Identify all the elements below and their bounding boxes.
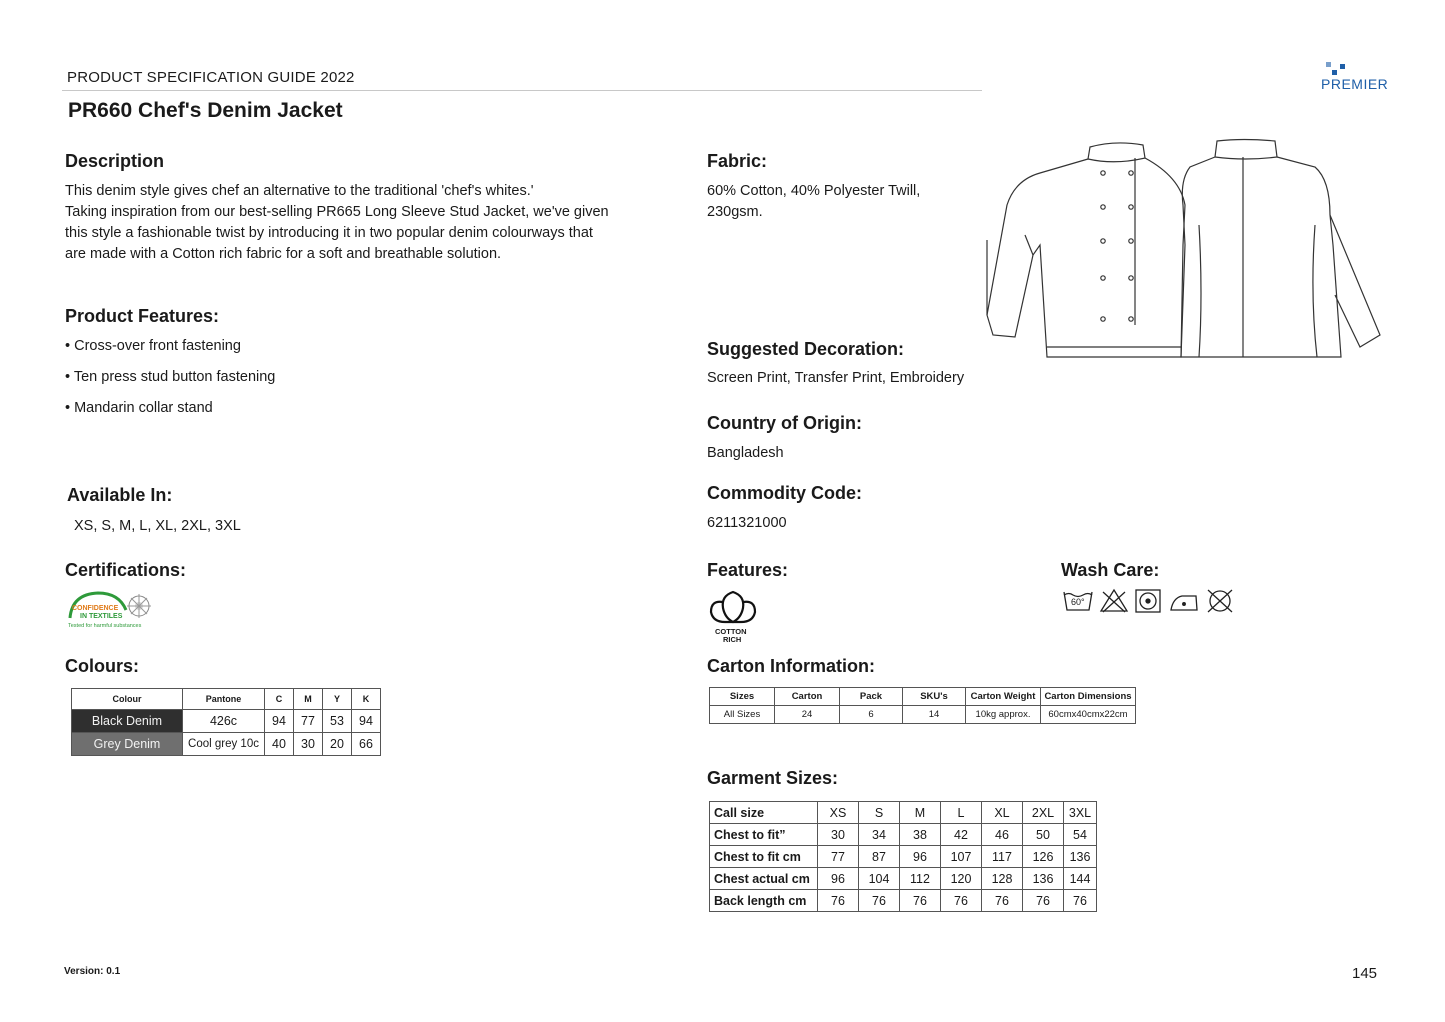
table-cell: 426c [183, 710, 265, 733]
feature-item: • Cross-over front fastening [65, 338, 241, 354]
carton-table [709, 687, 1136, 724]
size-col-header: 2XL [1023, 802, 1064, 824]
table-cell: 30 [818, 824, 859, 846]
table-cell: 10kg approx. [966, 706, 1041, 724]
certifications-heading: Certifications: [65, 560, 187, 580]
table-cell: 96 [818, 868, 859, 890]
garment-sizes-heading: Garment Sizes: [707, 768, 839, 788]
table-row [710, 824, 1097, 846]
header-divider [62, 90, 982, 91]
decoration-heading: Suggested Decoration: [707, 339, 905, 359]
table-row [710, 846, 1097, 868]
fabric-line: 60% Cotton, 40% Polyester Twill, [707, 183, 921, 199]
carton-col-header: Carton Dimensions [1041, 688, 1136, 706]
commodity-heading: Commodity Code: [707, 483, 862, 503]
cotton-rich-badge [705, 588, 761, 648]
garment-sizes-table [709, 801, 1097, 912]
table-cell: 76 [941, 890, 982, 912]
table-cell: 94 [352, 710, 381, 733]
table-cell: 53 [323, 710, 352, 733]
size-col-header: S [859, 802, 900, 824]
oeko-tex-badge [64, 588, 159, 634]
cotton-label-2: RICH [723, 635, 742, 644]
description-line: This denim style gives chef an alternative to the traditional 'chef's whites.' [65, 183, 534, 199]
colours-col-header: Pantone [183, 689, 265, 710]
iron-icon [1168, 588, 1200, 614]
table-cell: 77 [294, 710, 323, 733]
table-cell: 112 [900, 868, 941, 890]
table-cell: 14 [903, 706, 966, 724]
description-heading: Description [65, 151, 165, 171]
table-cell: 94 [265, 710, 294, 733]
colour-swatch-grey: Grey Denim [72, 733, 183, 756]
cotton-icon [705, 588, 761, 628]
table-cell: Cool grey 10c [183, 733, 265, 756]
row-label: Chest to fit” [710, 824, 818, 846]
row-label: Chest to fit cm [710, 846, 818, 868]
row-label: Back length cm [710, 890, 818, 912]
table-cell: 104 [859, 868, 900, 890]
description-line: are made with a Cotton rich fabric for a soft and breathable solution. [65, 246, 502, 262]
table-cell: 76 [982, 890, 1023, 912]
table-cell: 60cmx40cmx22cm [1041, 706, 1136, 724]
carton-heading: Carton Information: [707, 656, 875, 676]
wash-temp: 60° [1071, 597, 1085, 607]
colours-col-header: Y [323, 689, 352, 710]
table-row [710, 868, 1097, 890]
product-features-heading: Product Features: [65, 306, 220, 326]
page-number: 145 [1352, 965, 1378, 982]
colours-heading: Colours: [65, 656, 139, 676]
table-cell: All Sizes [710, 706, 775, 724]
fabric-line: 230gsm. [707, 204, 763, 220]
colours-table [71, 688, 381, 756]
table-row [710, 890, 1097, 912]
badge-line-2: IN TEXTILES [80, 613, 123, 620]
fabric-text [707, 181, 920, 223]
table-cell: 126 [1023, 846, 1064, 868]
wash-care-icons [1062, 588, 1242, 614]
table-cell: 76 [900, 890, 941, 912]
table-cell: 77 [818, 846, 859, 868]
description-line: Taking inspiration from our best-selling PR665 Long Sleeve Stud Jacket, we've given [65, 204, 609, 220]
version-label: Version: 0.1 [64, 966, 121, 977]
table-cell: 120 [941, 868, 982, 890]
cotton-label-1: COTTON [715, 627, 747, 636]
origin-value: Bangladesh [707, 445, 784, 461]
feature-item: • Ten press stud button fastening [65, 369, 276, 385]
table-cell: 76 [859, 890, 900, 912]
table-cell: 54 [1064, 824, 1097, 846]
size-col-header: M [900, 802, 941, 824]
description-line: this style a fashionable twist by introducing it in two popular denim colourways that [65, 225, 593, 241]
table-cell: 128 [982, 868, 1023, 890]
table-cell: 107 [941, 846, 982, 868]
carton-col-header: Carton Weight [966, 688, 1041, 706]
table-cell: 50 [1023, 824, 1064, 846]
carton-col-header: Sizes [710, 688, 775, 706]
colours-col-header: C [265, 689, 294, 710]
badge-line-3: Tested for harmful substances [68, 623, 142, 629]
product-title: PR660 Chef's Denim Jacket [68, 99, 343, 122]
description-text [65, 181, 609, 265]
table-cell: 34 [859, 824, 900, 846]
table-cell: 6 [840, 706, 903, 724]
table-cell: 87 [859, 846, 900, 868]
colours-col-header: K [352, 689, 381, 710]
table-cell: 136 [1023, 868, 1064, 890]
tumble-dry-icon [1134, 588, 1162, 614]
row-label: Chest actual cm [710, 868, 818, 890]
table-cell: 38 [900, 824, 941, 846]
wash-care-heading: Wash Care: [1061, 560, 1160, 580]
size-col-header: L [941, 802, 982, 824]
badge-line-1: CONFIDENCE [72, 605, 119, 612]
size-col-header: XL [982, 802, 1023, 824]
table-cell: 20 [323, 733, 352, 756]
table-row [710, 706, 1136, 724]
table-cell: 144 [1064, 868, 1097, 890]
table-cell: 136 [1064, 846, 1097, 868]
logo-text: PREMIER [1321, 76, 1389, 92]
decoration-value: Screen Print, Transfer Print, Embroidery [707, 370, 965, 386]
size-col-header: Call size [710, 802, 818, 824]
premier-logo [1318, 62, 1388, 102]
table-row [72, 733, 381, 756]
table-cell: 76 [1064, 890, 1097, 912]
colours-col-header: M [294, 689, 323, 710]
size-col-header: 3XL [1064, 802, 1097, 824]
table-row [710, 802, 1097, 824]
jacket-illustration [985, 135, 1385, 365]
table-cell: 66 [352, 733, 381, 756]
guide-title: PRODUCT SPECIFICATION GUIDE 2022 [67, 69, 355, 86]
no-dry-clean-icon [1204, 588, 1236, 614]
table-cell: 76 [818, 890, 859, 912]
table-cell: 30 [294, 733, 323, 756]
features-heading: Features: [707, 560, 789, 580]
table-cell: 42 [941, 824, 982, 846]
table-row [72, 710, 381, 733]
fabric-heading: Fabric: [707, 151, 768, 171]
table-cell: 46 [982, 824, 1023, 846]
table-cell: 24 [775, 706, 840, 724]
colour-swatch-black: Black Denim [72, 710, 183, 733]
carton-col-header: Carton [775, 688, 840, 706]
commodity-value: 6211321000 [707, 515, 787, 531]
colours-col-header: Colour [72, 689, 183, 710]
table-cell: 76 [1023, 890, 1064, 912]
no-bleach-icon [1099, 588, 1129, 614]
carton-col-header: SKU's [903, 688, 966, 706]
available-heading: Available In: [67, 485, 173, 505]
table-cell: 117 [982, 846, 1023, 868]
jacket-drawing-icon [985, 135, 1385, 365]
carton-col-header: Pack [840, 688, 903, 706]
table-cell: 96 [900, 846, 941, 868]
available-sizes: XS, S, M, L, XL, 2XL, 3XL [74, 518, 241, 534]
table-cell: 40 [265, 733, 294, 756]
feature-item: • Mandarin collar stand [65, 400, 213, 416]
size-col-header: XS [818, 802, 859, 824]
origin-heading: Country of Origin: [707, 413, 862, 433]
